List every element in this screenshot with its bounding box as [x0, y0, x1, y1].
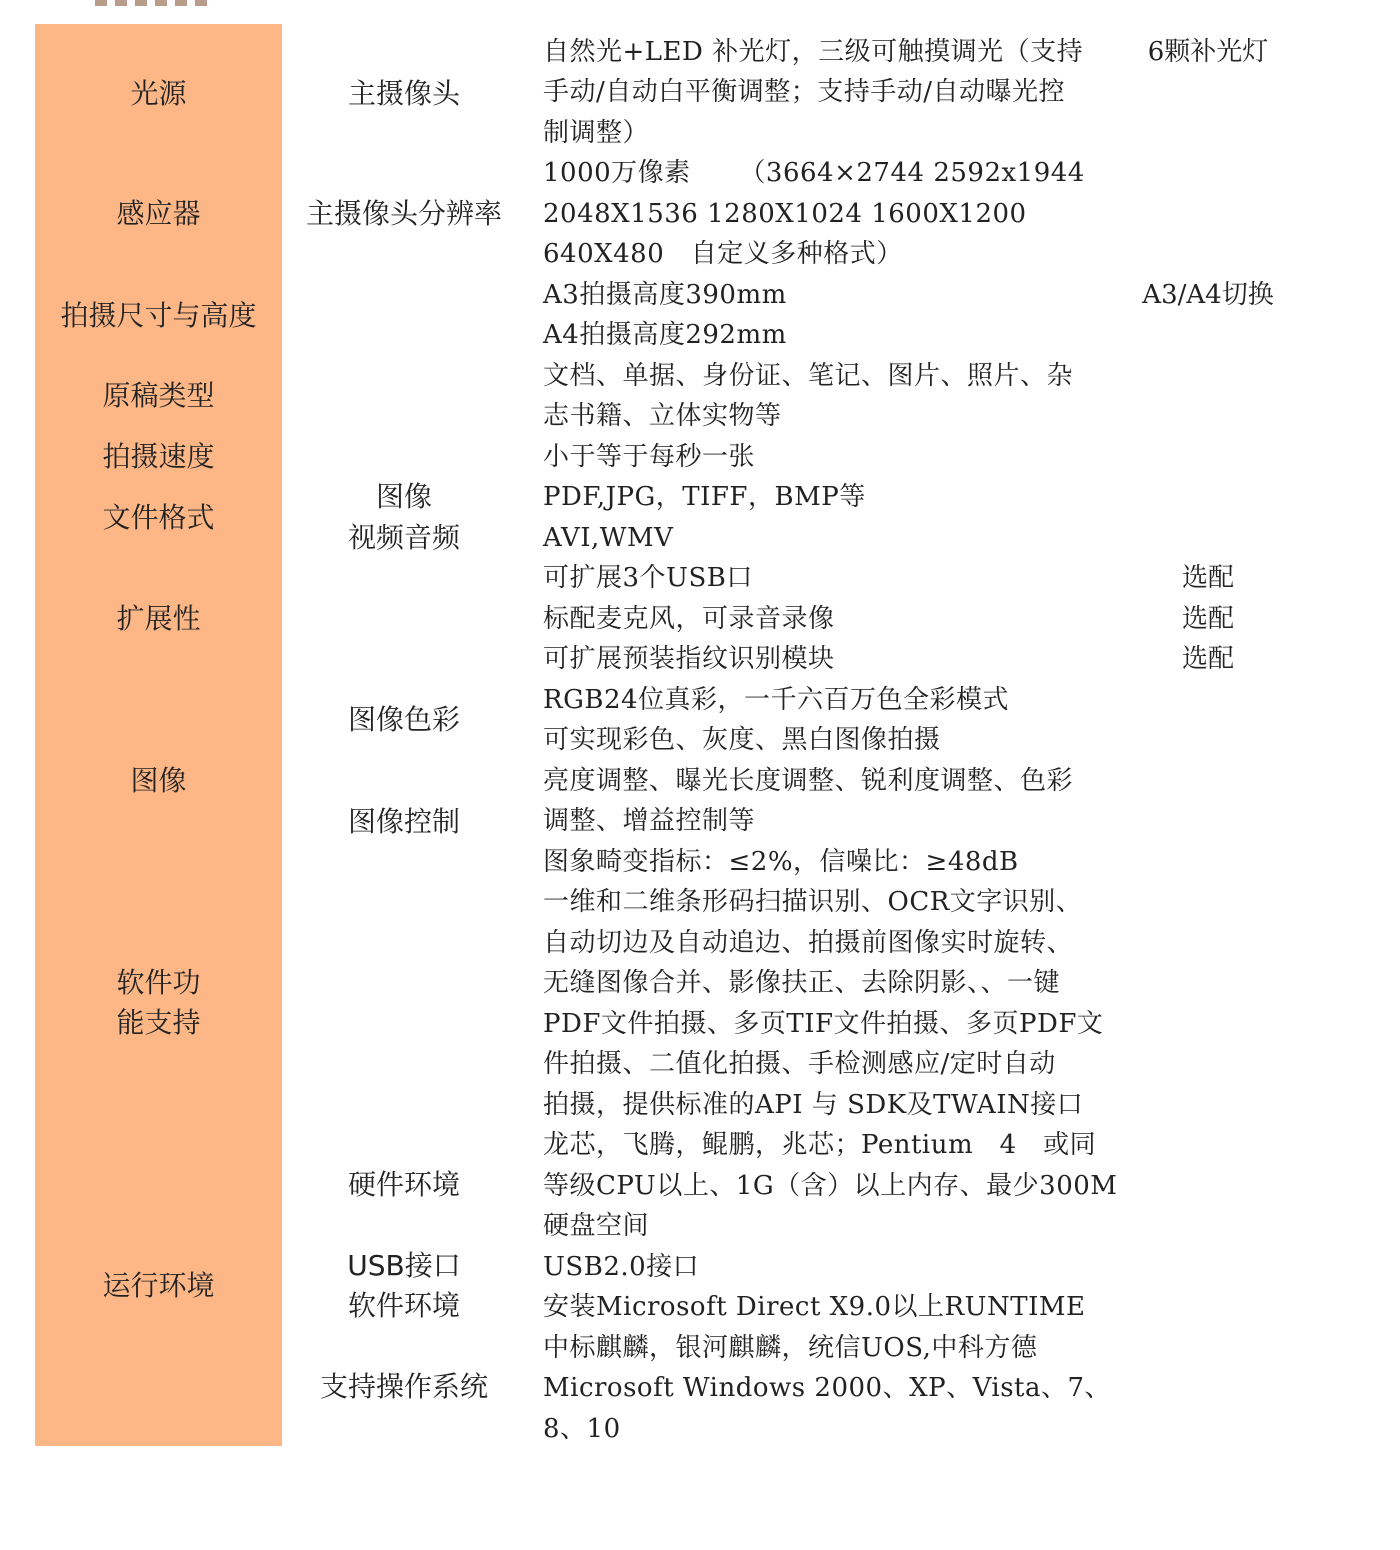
detail-line: 硬盘空间	[543, 1211, 650, 1241]
detail-line: PDF,JPG，TIFF，BMP等	[543, 482, 866, 512]
detail-line: 1000万像素 （3664×2744 2592x1944	[543, 158, 1085, 188]
detail-line: 无缝图像合并、影像扶正、去除阴影、、一键	[543, 968, 1061, 998]
detail-line: A3拍摄高度390mm	[543, 280, 787, 310]
category-label: 扩展性	[116, 602, 201, 635]
detail-line: 自动切边及自动追边、拍摄前图像实时旋转、	[543, 928, 1074, 958]
note-label: 选配	[1181, 644, 1234, 674]
item-label: 硬件环境	[347, 1168, 460, 1201]
detail-line: USB2.0接口	[543, 1252, 700, 1282]
item-label: 图像	[375, 480, 432, 513]
category-label: 软件功	[116, 966, 201, 999]
category-label: 文件格式	[102, 501, 215, 534]
note-label: A3/A4切换	[1142, 280, 1274, 310]
detail-line: 手动/自动白平衡调整；支持手动/自动曝光控	[543, 77, 1066, 107]
detail-line: 安装Microsoft Direct X9.0以上RUNTIME	[543, 1292, 1086, 1322]
note-label: 选配	[1181, 604, 1234, 634]
detail-line: 可实现彩色、灰度、黑白图像拍摄	[543, 725, 941, 755]
detail-line: 文档、单据、身份证、笔记、图片、照片、杂	[543, 361, 1074, 391]
detail-line: PDF文件拍摄、多页TIF文件拍摄、多页PDF文	[543, 1009, 1104, 1039]
category-label: 拍摄尺寸与高度	[60, 299, 257, 332]
detail-line: 小于等于每秒一张	[543, 442, 756, 472]
detail-line: 志书籍、立体实物等	[543, 401, 782, 431]
detail-line: 中标麒麟，银河麒麟，统信UOS,中科方德	[543, 1333, 1038, 1363]
detail-line: 可扩展3个USB口	[543, 563, 753, 593]
item-label: 视频音频	[347, 521, 460, 554]
detail-line: AVI,WMV	[543, 523, 674, 553]
detail-line: 拍摄，提供标准的API 与 SDK及TWAIN接口	[543, 1090, 1084, 1120]
detail-line: A4拍摄高度292mm	[543, 320, 787, 350]
item-label: USB接口	[347, 1249, 461, 1282]
detail-line: 调整、增益控制等	[543, 806, 756, 836]
detail-line: 8、10	[543, 1414, 621, 1444]
category-label: 图像	[130, 764, 187, 797]
detail-line: 2048X1536 1280X1024 1600X1200	[543, 199, 1027, 229]
detail-line: 可扩展预装指纹识别模块	[543, 644, 835, 674]
detail-line: 等级CPU以上、1G（含）以上内存、最少300M	[543, 1171, 1118, 1201]
category-column-band	[35, 24, 282, 1446]
category-label: 拍摄速度	[102, 440, 215, 473]
note-label: 选配	[1181, 563, 1234, 593]
category-label: 感应器	[116, 197, 201, 230]
detail-line: 图象畸变指标：≤2%，信噪比：≥48dB	[543, 847, 1019, 877]
item-label: 软件环境	[347, 1289, 460, 1322]
detail-line: 龙芯，飞腾，鲲鹏，兆芯；Pentium 4 或同	[543, 1130, 1097, 1160]
detail-line: 亮度调整、曝光长度调整、锐利度调整、色彩	[543, 766, 1074, 796]
category-label: 能支持	[116, 1006, 201, 1039]
item-label: 主摄像头分辨率	[305, 197, 502, 230]
item-label: 主摄像头	[347, 77, 460, 110]
detail-line: 件拍摄、二值化拍摄、手检测感应/定时自动	[543, 1049, 1056, 1079]
detail-line: 一维和二维条形码扫描识别、OCR文字识别、	[543, 887, 1083, 917]
detail-line: Microsoft Windows 2000、XP、Vista、7、	[543, 1373, 1112, 1403]
detail-line: 640X480 自定义多种格式）	[543, 239, 903, 269]
detail-line: RGB24位真彩，一千六百万色全彩模式	[543, 685, 1010, 715]
item-label: 图像色彩	[347, 703, 460, 736]
detail-line: 标配麦克风，可录音录像	[543, 604, 835, 634]
category-label: 运行环境	[102, 1269, 215, 1302]
category-label: 光源	[130, 77, 187, 110]
note-label: 6颗补光灯	[1147, 37, 1269, 67]
detail-line: 制调整）	[543, 118, 650, 148]
item-label: 图像控制	[347, 805, 460, 838]
category-label: 原稿类型	[102, 379, 215, 412]
cropped-text-fragment	[95, 0, 215, 6]
detail-line: 自然光+LED 补光灯，三级可触摸调光（支持	[543, 37, 1084, 67]
item-label: 支持操作系统	[319, 1370, 488, 1403]
